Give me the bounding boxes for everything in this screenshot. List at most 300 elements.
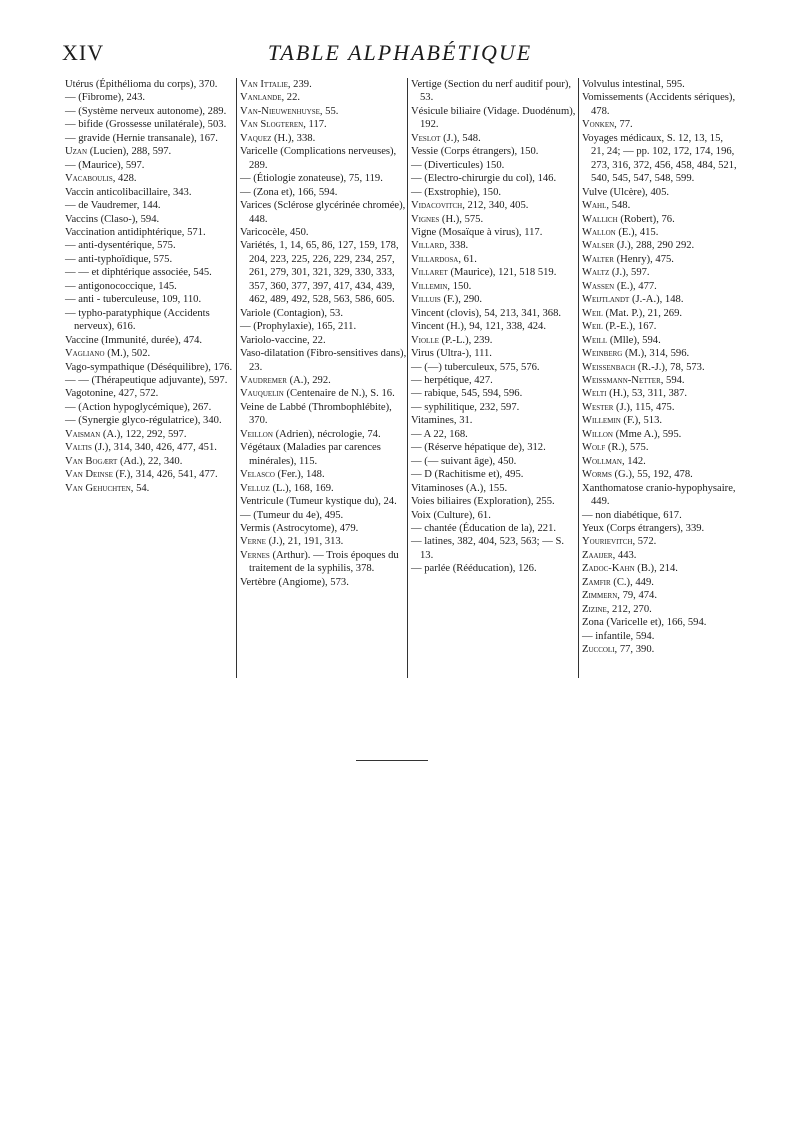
entry-text: Vertèbre (Angiome), 573. xyxy=(240,576,349,588)
index-entry xyxy=(411,159,578,172)
index-entry xyxy=(240,118,407,131)
entry-text: (P.-L.), 239. xyxy=(438,334,493,346)
entry-text: , 212, 270. xyxy=(606,603,652,615)
entry-author-name: Veslot xyxy=(411,132,441,144)
entry-text: — latines, 382, 404, 523, 563; — S. 13. xyxy=(411,536,565,561)
index-entry xyxy=(411,105,578,132)
entry-text: (B.), 214. xyxy=(634,563,678,575)
entry-text: Vago-sympathique (Déséquilibre), 176. xyxy=(65,361,233,373)
entry-author-name: Wahl xyxy=(582,200,607,212)
index-entry xyxy=(411,522,578,535)
index-entry xyxy=(582,213,738,226)
entry-text: — (Maurice), 597. xyxy=(65,159,145,171)
index-entry xyxy=(65,280,236,293)
entry-author-name: Wallich xyxy=(582,213,618,225)
index-entry xyxy=(582,132,738,186)
entry-text: — syphilitique, 232, 597. xyxy=(411,401,520,413)
entry-text: Vaso-dilatation (Fibro-sensitives dans), 23. xyxy=(240,348,407,373)
entry-text: , 77. xyxy=(614,119,633,131)
entry-author-name: Velluz xyxy=(240,482,270,494)
entry-text: (P.-E.), 167. xyxy=(602,321,657,333)
entry-text: — parlée (Rééducation), 126. xyxy=(411,563,537,575)
entry-text: , 61. xyxy=(458,253,477,265)
index-entry xyxy=(65,239,236,252)
index-entry xyxy=(582,253,738,266)
entry-text: , 54. xyxy=(130,482,150,494)
index-entry xyxy=(65,105,236,118)
footer-rule xyxy=(356,760,428,761)
index-entry xyxy=(65,428,236,441)
entry-text: (H.), 53, 311, 387. xyxy=(606,388,688,400)
entry-text: — (Synergie glyco-régulatrice), 340. xyxy=(65,415,222,427)
entry-author-name: Villemin xyxy=(411,280,448,292)
index-entry xyxy=(411,239,578,252)
index-entry xyxy=(582,401,738,414)
entry-text: Vomissements (Accidents sériques), 478. xyxy=(582,92,736,117)
entry-author-name: Weissmann-Netter xyxy=(582,374,661,386)
entry-text: Vulve (Ulcère), 405. xyxy=(582,186,670,198)
index-entry xyxy=(65,307,236,334)
entry-author-name: Yourievitch xyxy=(582,536,633,548)
entry-text: (F.), 290. xyxy=(440,294,483,306)
index-entry xyxy=(240,78,407,91)
index-entry xyxy=(582,307,738,320)
index-entry xyxy=(582,239,738,252)
entry-text: Vincent (H.), 94, 121, 338, 424. xyxy=(411,321,547,333)
index-entry xyxy=(240,334,407,347)
entry-text: (F.), 314, 426, 541, 477. xyxy=(112,469,218,481)
entry-author-name: Vignes xyxy=(411,213,440,225)
entry-text: , 22. xyxy=(281,92,301,104)
index-column-3 xyxy=(407,78,578,678)
entry-text: Vaccins (Claso-), 594. xyxy=(65,213,160,225)
entry-text: , 212, 340, 405. xyxy=(462,200,529,212)
entry-author-name: Zizine xyxy=(582,603,607,615)
index-entry xyxy=(240,91,407,104)
entry-text: — de Vaudremer, 144. xyxy=(65,200,161,212)
index-entry xyxy=(65,374,236,387)
index-entry xyxy=(65,132,236,145)
index-entry xyxy=(582,428,738,441)
index-entry xyxy=(240,132,407,145)
index-entry xyxy=(411,361,578,374)
index-entry xyxy=(411,172,578,185)
index-entry xyxy=(582,186,738,199)
index-entry xyxy=(240,509,407,522)
index-entry xyxy=(411,401,578,414)
index-entry xyxy=(240,226,407,239)
index-entry xyxy=(65,226,236,239)
entry-text: , 548. xyxy=(606,200,631,212)
index-entry xyxy=(582,535,738,548)
entry-author-name: Van Deinse xyxy=(65,469,113,481)
entry-author-name: Wollman xyxy=(582,455,622,467)
entry-author-name: Weissenbach xyxy=(582,361,636,373)
entry-text: (Adrien), nécrologie, 74. xyxy=(272,428,381,440)
entry-text: (Ad.), 22, 340. xyxy=(117,455,183,467)
entry-author-name: Walter xyxy=(582,253,614,265)
index-entry xyxy=(240,468,407,481)
entry-text: — A 22, 168. xyxy=(411,428,468,440)
index-entry xyxy=(65,78,236,91)
index-entry xyxy=(411,280,578,293)
index-entry xyxy=(411,428,578,441)
entry-text: (J.), 21, 191, 313. xyxy=(265,536,344,548)
entry-text: (R.), 575. xyxy=(605,442,649,454)
index-entry xyxy=(411,562,578,575)
index-entry xyxy=(240,172,407,185)
entry-text: (Robert), 76. xyxy=(617,213,675,225)
index-entry xyxy=(411,482,578,495)
entry-text: , 428. xyxy=(112,173,137,185)
index-entry xyxy=(411,293,578,306)
index-entry xyxy=(65,266,236,279)
entry-text: Vincent (clovis), 54, 213, 341, 368. xyxy=(411,307,562,319)
index-entry xyxy=(411,253,578,266)
index-entry xyxy=(240,482,407,495)
index-entry xyxy=(240,535,407,548)
index-entry xyxy=(240,495,407,508)
index-entry xyxy=(411,226,578,239)
entry-author-name: Weil xyxy=(582,321,603,333)
entry-author-name: Walser xyxy=(582,240,615,252)
index-entry xyxy=(411,347,578,360)
entry-text: Varicelle (Complications nerveuses), 289. xyxy=(240,146,397,171)
entry-text: — anti - tuberculeuse, 109, 110. xyxy=(65,294,202,306)
entry-text: (E.), 415. xyxy=(615,226,659,238)
entry-text: (J.), 597. xyxy=(609,267,650,279)
entry-text: Vermis (Astrocytome), 479. xyxy=(240,522,359,534)
entry-text: — chantée (Éducation de la), 221. xyxy=(411,522,557,534)
entry-text: , 572. xyxy=(632,536,657,548)
entry-text: Voix (Culture), 61. xyxy=(411,509,491,521)
entry-author-name: Worms xyxy=(582,469,612,481)
entry-text: (M.), 314, 596. xyxy=(622,348,690,360)
index-entry xyxy=(411,213,578,226)
entry-author-name: Zamfir xyxy=(582,576,611,588)
page-header xyxy=(62,40,738,74)
entry-text: (Mat. P.), 21, 269. xyxy=(602,307,683,319)
entry-text: (Lucien), 288, 597. xyxy=(87,146,172,158)
index-column-4 xyxy=(578,78,738,678)
entry-text: Xanthomatose cranio-hypophysaire, 449. xyxy=(582,482,736,508)
entry-author-name: Vaudremer xyxy=(240,374,287,386)
index-entry xyxy=(582,347,738,360)
entry-text: , 338. xyxy=(444,240,469,252)
index-column-2 xyxy=(236,78,407,678)
entry-text: (A.), 122, 292, 597. xyxy=(100,428,187,440)
entry-text: — (Zona et), 166, 594. xyxy=(240,186,338,198)
index-entry xyxy=(411,495,578,508)
entry-text: (J.), 314, 340, 426, 477, 451. xyxy=(91,442,217,454)
entry-text: — D (Rachitisme et), 495. xyxy=(411,469,524,481)
index-entry xyxy=(240,374,407,387)
entry-text: , 150. xyxy=(447,280,472,292)
index-entry xyxy=(582,387,738,400)
index-entry xyxy=(65,361,236,374)
entry-text: Vésicule biliaire (Vidage. Duodénum), 192. xyxy=(411,105,576,131)
index-entry xyxy=(411,441,578,454)
entry-author-name: Willemin xyxy=(582,415,621,427)
entry-author-name: Weil xyxy=(582,307,603,319)
index-entry xyxy=(65,145,236,158)
entry-text: Voies biliaires (Exploration), 255. xyxy=(411,496,555,508)
index-entry xyxy=(582,468,738,481)
index-entry xyxy=(411,320,578,333)
entry-text: (Fer.), 148. xyxy=(274,469,325,481)
entry-text: Voyages médicaux, S. 12, 13, 15, 21, 24; — pp. 102, 172, 174, 196, 273, 316, 372, 456, 458, 484, 521, 540, 545, 547, 548, 599. xyxy=(582,132,737,185)
entry-text: — antigonococcique, 145. xyxy=(65,280,177,292)
entry-author-name: Valtis xyxy=(65,442,92,454)
entry-text: (J.), 288, 290 292. xyxy=(614,240,695,252)
entry-text: — gravide (Hernie transanale), 167. xyxy=(65,132,218,144)
entry-author-name: Welti xyxy=(582,388,607,400)
index-entry xyxy=(65,213,236,226)
index-entry xyxy=(240,387,407,400)
index-entry xyxy=(65,118,236,131)
page-title: TABLE ALPHABÉTIQUE xyxy=(267,40,533,65)
page-number: XIV xyxy=(62,40,105,65)
index-entry xyxy=(240,145,407,172)
entry-author-name: Willon xyxy=(582,428,613,440)
index-entry xyxy=(582,118,738,131)
entry-author-name: Van Gehuchten xyxy=(65,482,131,494)
index-entry xyxy=(582,266,738,279)
entry-author-name: Zuccoli xyxy=(582,644,615,656)
index-entry xyxy=(65,172,236,185)
index-entry xyxy=(582,441,738,454)
entry-author-name: Violle xyxy=(411,334,439,346)
index-entry xyxy=(411,374,578,387)
entry-text: Vaccin anticolibacillaire, 343. xyxy=(65,186,192,198)
index-entry xyxy=(411,266,578,279)
index-entry xyxy=(582,91,738,118)
index-entry xyxy=(65,199,236,212)
entry-text: , 239. xyxy=(287,79,312,90)
entry-author-name: Villaret xyxy=(411,267,448,279)
entry-text: Virus (Ultra-), 111. xyxy=(411,348,492,360)
index-entry xyxy=(411,414,578,427)
index-entry xyxy=(582,522,738,535)
index-entry xyxy=(240,307,407,320)
entry-text: Ventricule (Tumeur kystique du), 24. xyxy=(240,496,397,508)
entry-author-name: Vaquez xyxy=(240,132,272,144)
index-entry xyxy=(411,535,578,562)
entry-author-name: Uzan xyxy=(65,146,88,158)
index-entry xyxy=(582,549,738,562)
entry-text: — (Exstrophie), 150. xyxy=(411,186,502,198)
entry-text: (A.), 292. xyxy=(286,374,331,386)
entry-text: Vessie (Corps étrangers), 150. xyxy=(411,146,539,158)
entry-author-name: Wassen xyxy=(582,280,615,292)
index-entry xyxy=(411,199,578,212)
entry-text: (J.), 115, 475. xyxy=(613,401,675,413)
entry-text: (L.), 168, 169. xyxy=(269,482,334,494)
index-entry xyxy=(411,78,578,105)
entry-author-name: Vanlande xyxy=(240,92,282,104)
index-entry xyxy=(582,589,738,602)
entry-author-name: Wolf xyxy=(582,442,606,454)
entry-author-name: Van-Nieuwenhuyse xyxy=(240,105,320,117)
entry-text: Vaccination antidiphtérique, 571. xyxy=(65,226,206,238)
entry-author-name: Vaisman xyxy=(65,428,101,440)
entry-text: — anti-dysentérique, 575. xyxy=(65,240,176,252)
entry-author-name: Zadoc-Kahn xyxy=(582,563,635,575)
entry-text: Yeux (Corps étrangers), 339. xyxy=(582,522,705,534)
entry-author-name: Weinberg xyxy=(582,348,623,360)
index-entry xyxy=(240,441,407,468)
index-entry xyxy=(240,549,407,576)
index-entry xyxy=(240,428,407,441)
index-entry xyxy=(582,616,738,629)
entry-text: (G.), 55, 192, 478. xyxy=(611,469,693,481)
entry-author-name: Van Ittalie xyxy=(240,79,288,90)
entry-author-name: Velasco xyxy=(240,469,275,481)
entry-text: Vertige (Section du nerf auditif pour), 53. xyxy=(411,79,572,104)
index-entry xyxy=(65,455,236,468)
index-entry xyxy=(411,455,578,468)
index-entry xyxy=(582,374,738,387)
index-entry xyxy=(582,280,738,293)
entry-text: (H.), 338. xyxy=(271,132,316,144)
index-entry xyxy=(65,293,236,306)
entry-text: , 594. xyxy=(660,374,685,386)
index-entry xyxy=(582,78,738,91)
entry-text: — (—) tuberculeux, 575, 576. xyxy=(411,361,540,373)
entry-text: (H.), 575. xyxy=(439,213,484,225)
entry-text: (E.), 477. xyxy=(614,280,657,292)
index-column-1 xyxy=(62,78,236,678)
entry-text: Vigne (Mosaïque à virus), 117. xyxy=(411,226,543,238)
entry-text: — (— suivant âge), 450. xyxy=(411,455,517,467)
entry-author-name: Waltz xyxy=(582,267,610,279)
entry-text: Varicocèle, 450. xyxy=(240,226,309,238)
index-entry xyxy=(582,334,738,347)
entry-text: , 117. xyxy=(303,119,327,131)
entry-text: Vagotonine, 427, 572. xyxy=(65,388,159,400)
entry-text: — (Fibrome), 243. xyxy=(65,92,146,104)
entry-text: (J.), 548. xyxy=(440,132,481,144)
entry-text: (C.), 449. xyxy=(610,576,654,588)
entry-text: Veine de Labbé (Thrombophlébite), 370. xyxy=(240,401,392,427)
index-entry xyxy=(65,468,236,481)
entry-author-name: Villardosa xyxy=(411,253,459,265)
entry-text: (Mlle), 594. xyxy=(607,334,661,346)
entry-text: — (Diverticules) 150. xyxy=(411,159,505,171)
index-entry xyxy=(65,186,236,199)
entry-text: (M.), 502. xyxy=(104,348,151,360)
entry-text: Vitamines, 31. xyxy=(411,415,473,427)
index-entry xyxy=(411,387,578,400)
entry-text: Vitaminoses (A.), 155. xyxy=(411,482,508,494)
index-entry xyxy=(240,401,407,428)
index-entry xyxy=(240,522,407,535)
index-entry xyxy=(240,239,407,306)
entry-text: , 443. xyxy=(612,549,637,561)
index-entry xyxy=(411,132,578,145)
index-entry xyxy=(582,509,738,522)
entry-text: — (Action hypoglycémique), 267. xyxy=(65,401,212,413)
index-entry xyxy=(582,199,738,212)
entry-text: — rabique, 545, 594, 596. xyxy=(411,388,523,400)
index-columns xyxy=(62,78,738,678)
entry-author-name: Vauquelin xyxy=(240,388,284,400)
index-entry xyxy=(240,105,407,118)
index-entry xyxy=(582,293,738,306)
entry-text: , 79, 474. xyxy=(617,590,657,602)
entry-author-name: Villard xyxy=(411,240,445,252)
entry-text: (Henry), 475. xyxy=(613,253,674,265)
index-entry xyxy=(240,576,407,589)
entry-author-name: Zimmern xyxy=(582,590,618,602)
index-entry xyxy=(65,91,236,104)
entry-author-name: Weijtlandt xyxy=(582,294,630,306)
entry-text: — — et diphtérique associée, 545. xyxy=(65,267,212,279)
entry-text: — non diabétique, 617. xyxy=(582,509,682,521)
index-entry xyxy=(411,307,578,320)
entry-text: (Centenaire de N.), S. 16. xyxy=(283,388,395,400)
index-entry xyxy=(65,441,236,454)
entry-author-name: Veillon xyxy=(240,428,273,440)
entry-text: — bifide (Grossesse unilatérale), 503. xyxy=(65,119,227,131)
index-entry xyxy=(65,414,236,427)
index-entry xyxy=(411,334,578,347)
index-entry xyxy=(411,145,578,158)
entry-author-name: Vagliano xyxy=(65,348,105,360)
index-entry xyxy=(240,347,407,374)
index-entry xyxy=(240,320,407,333)
entry-text: Variole (Contagion), 53. xyxy=(240,307,343,319)
index-entry xyxy=(65,387,236,400)
entry-author-name: Vacaboulis xyxy=(65,173,113,185)
index-entry xyxy=(582,630,738,643)
entry-text: Zona (Varicelle et), 166, 594. xyxy=(582,617,707,629)
index-entry xyxy=(65,401,236,414)
entry-author-name: Wester xyxy=(582,401,614,413)
index-entry xyxy=(411,468,578,481)
entry-text: — (Tumeur du 4e), 495. xyxy=(240,509,344,521)
index-entry xyxy=(65,482,236,495)
index-entry xyxy=(65,253,236,266)
entry-author-name: Verne xyxy=(240,536,266,548)
entry-text: — (Réserve hépatique de), 312. xyxy=(411,442,546,454)
index-entry xyxy=(582,643,738,656)
entry-text: Volvulus intestinal, 595. xyxy=(582,79,685,90)
entry-text: — (Prophylaxie), 165, 211. xyxy=(240,321,357,333)
entry-text: (F.), 513. xyxy=(620,415,663,427)
entry-text: — typho-paratyphique (Accidents nerveux), 616. xyxy=(65,307,210,333)
index-entry xyxy=(582,226,738,239)
entry-text: Vaccine (Immunité, durée), 474. xyxy=(65,334,203,346)
index-entry xyxy=(65,334,236,347)
index-entry xyxy=(240,186,407,199)
index-entry xyxy=(582,576,738,589)
entry-text: — herpétique, 427. xyxy=(411,374,493,386)
index-entry xyxy=(582,482,738,509)
index-entry xyxy=(582,320,738,333)
entry-author-name: Van Bogært xyxy=(65,455,118,467)
entry-text: (Mme A.), 595. xyxy=(613,428,682,440)
index-entry xyxy=(240,199,407,226)
index-entry xyxy=(582,361,738,374)
entry-author-name: Wallon xyxy=(582,226,616,238)
entry-author-name: Vonken xyxy=(582,119,615,131)
entry-text: (J.-A.), 148. xyxy=(629,294,684,306)
entry-text: , 55. xyxy=(319,105,339,117)
index-entry xyxy=(582,603,738,616)
entry-text: — — (Thérapeutique adjuvante), 597. xyxy=(65,374,228,386)
entry-text: Varices (Sclérose glycérinée chromée), 448. xyxy=(240,200,406,225)
